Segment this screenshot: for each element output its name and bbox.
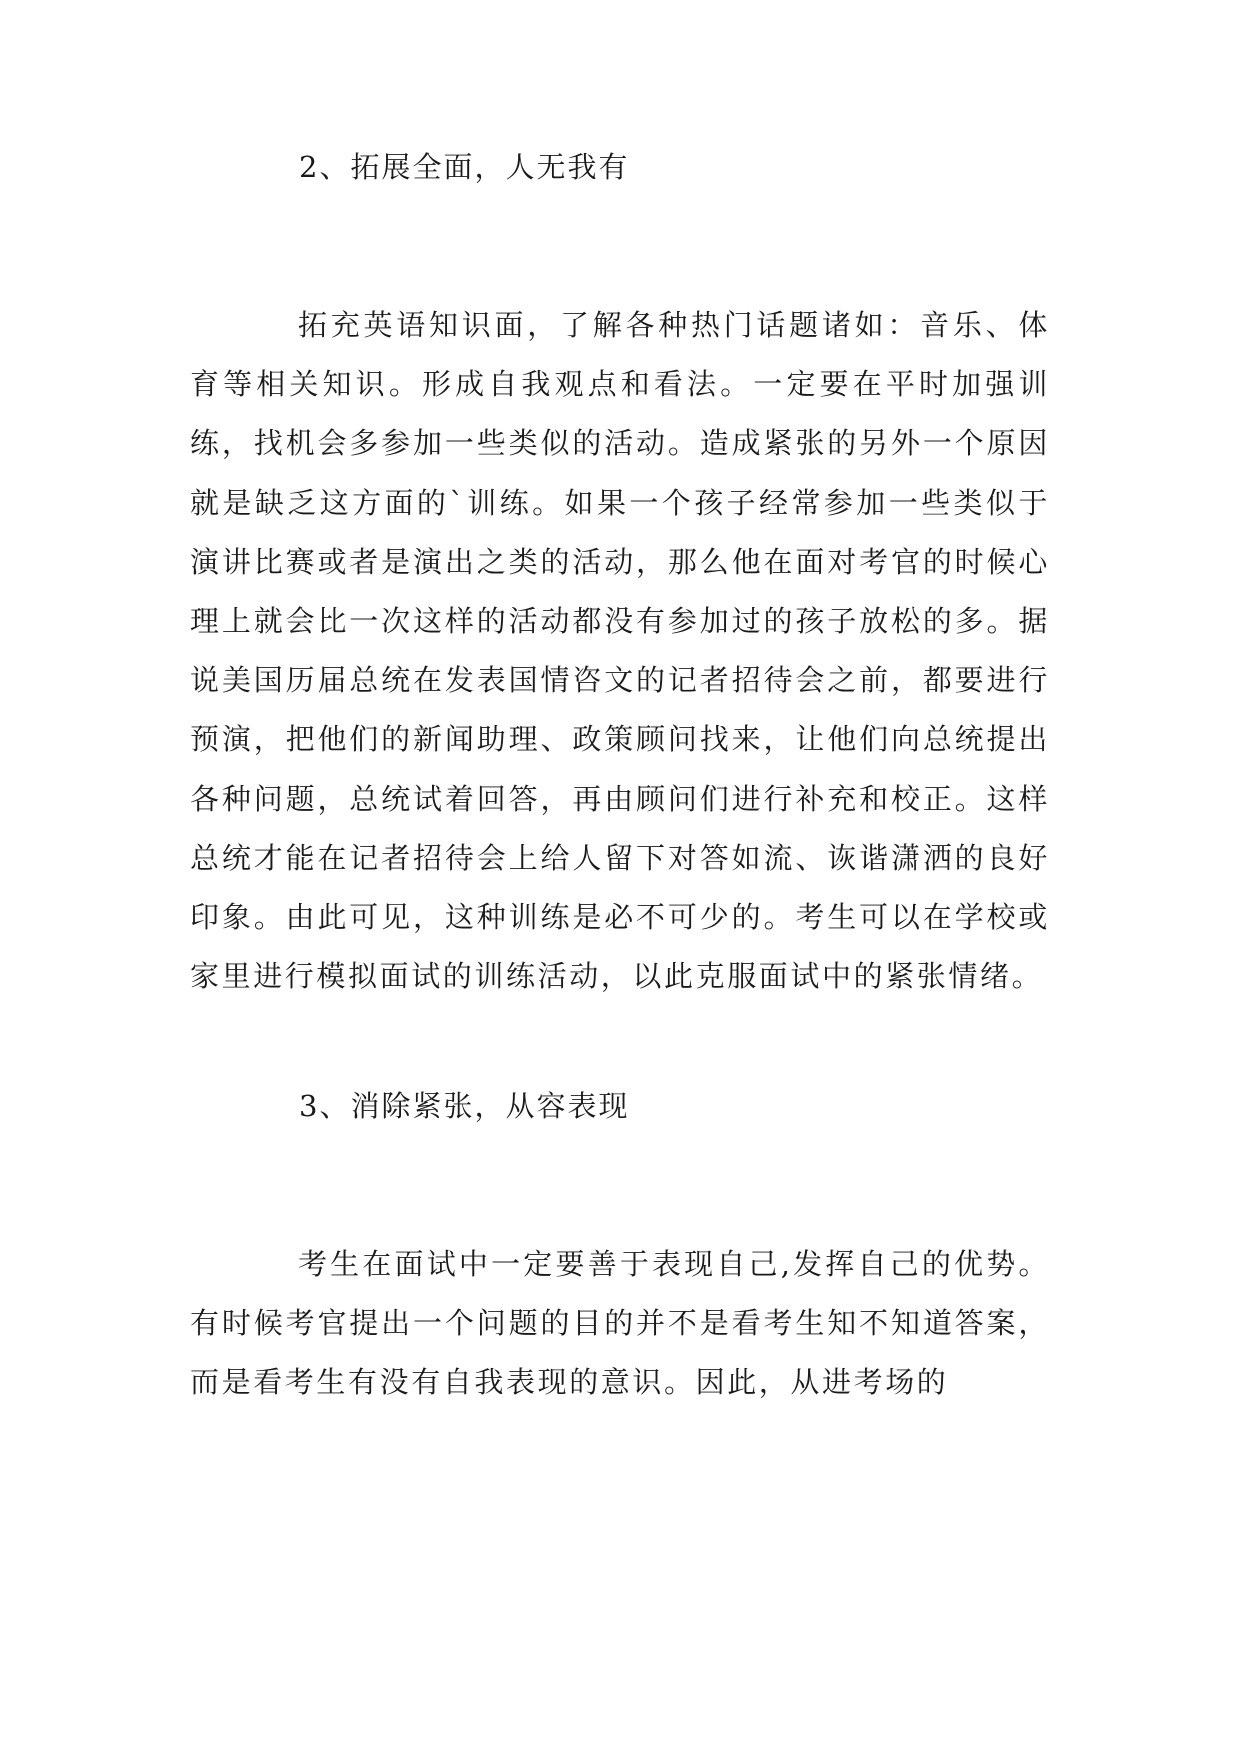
section-2-heading: 2、拓展全面，人无我有 bbox=[299, 150, 630, 184]
section-2-paragraph: 拓充英语知识面，了解各种热门话题诸如：音乐、体育等相关知识。形成自我观点和看法。一定要在平时加强训练，找机会多参加一些类似的活动。造成紧张的另外一个原因就是缺乏这方面的`训练。如果一个孩子经常参加一些类似于演讲比赛或者是演出之类的活动，那么他在面对考官的时候心理上就会比一次这样的活动都没有参加过的孩子放松的多。据说美国历届总统在发表国情咨文的记者招待会之前，都要进行预演，把他们的新闻助理、政策顾问找来，让他们向总统提出各种问题，总统试着回答，再由顾问们进行补充和校正。这样总统才能在记者招待会上给人留下对答如流、诙谐潇洒的良好印象。由此可见，这种训练是必不可少的。考生可以在学校或家里进行模拟面试的训练活动，以此克服面试中的紧张情绪。 bbox=[190, 308, 1050, 994]
section-3-paragraph: 考生在面试中一定要善于表现自己,发挥自己的优势。有时候考官提出一个问题的目的并不是看考生知不知道答案，而是看考生有没有自我表现的意识。因此，从进考场的 bbox=[190, 1247, 1050, 1400]
section-3-heading: 3、消除紧张，从容表现 bbox=[299, 1089, 630, 1123]
